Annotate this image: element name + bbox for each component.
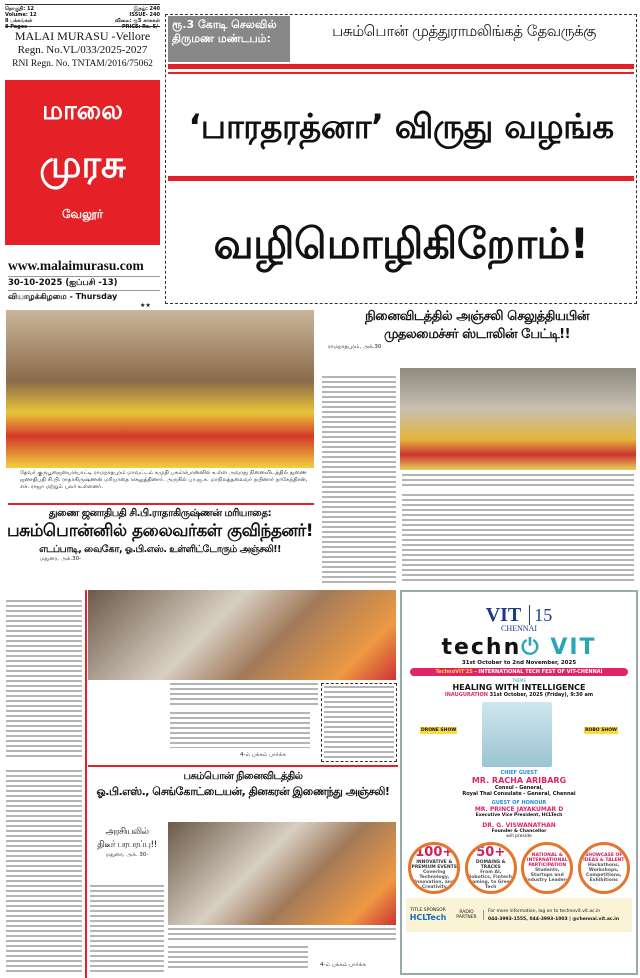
drone-show-badge: DRONE SHOW	[421, 728, 457, 733]
volume: Volume: 12	[5, 12, 37, 18]
chief-guest-role1: Consul - General,	[494, 785, 544, 791]
day: வியாழக்கிழமை - Thursday	[8, 290, 160, 302]
lead-headline-line1: ‘பாரதரத்னா’ விருது வழங்க	[188, 107, 614, 147]
theme-label: THEME	[512, 678, 526, 683]
story1-subhead: எடப்பாடி, வைகோ, ஓ.பி.எஸ். உள்ளிட்டோரும் அஞ்சலி!!	[39, 544, 281, 555]
story1-body-text-cont	[6, 770, 82, 975]
vit-logo: VIT	[485, 604, 522, 626]
red-rule	[168, 64, 634, 69]
contact-phone: 044-3993-1555, 044-3993-1003 | @chennai.vit.ac.in	[488, 916, 620, 922]
photo-chief-minister-tribute	[400, 368, 636, 470]
technovit-advertisement[interactable]	[400, 590, 638, 975]
price: PRICE: Rs. 5/-	[121, 24, 160, 30]
story1-kicker: துணை ஜனாதிபதி சி.பி.ராதாகிருஷ்ணன் மரியாதை:	[48, 508, 272, 519]
photo-caption: தேவர் குருபூஜையையொட்டி ராமநாதபுரம் மாவட்டம் கமுதி பசும்பொன்னில் உள்ள அவரது நினைவிடத்தில் துணை ஜனாதிபதி சி.பி. ராதாகிருஷ்ணன் மரியாதை செலுத்தினார். அருகில் பா.ஜ.க. மாநிலத்தலைவர் நயினார் நாகேந்திரன், எச். ராஜா மற்றும் பலர் உள்ளனர்.	[20, 470, 308, 490]
robo-show-badge: ROBO SHOW	[585, 728, 617, 733]
story3-side-heading	[90, 826, 164, 859]
story2-headline-line2: முதலமைச்சர் ஸ்டாலின் பேட்டி!!	[383, 327, 571, 342]
stats-row	[406, 842, 632, 894]
price-ta: விலை: ரூ5 காசுகள்	[115, 18, 160, 24]
chief-guest-name: MR. RACHA ARIBARG	[471, 776, 567, 785]
volume-ta: தொகுதி: 12	[5, 6, 34, 12]
story1-headline: பசும்பொன்னில் தலைவர்கள் குவிந்தனர்!	[6, 521, 314, 541]
sidebar-text	[324, 686, 394, 758]
story3-subhead2: திடீர் பரபரப்பு!!	[97, 840, 157, 850]
info-link[interactable]: For more information, log on to technovit.vit.ac.in	[488, 908, 601, 914]
chief-guest-photo	[482, 702, 552, 767]
story3-dateline: மதுரை, அக். 30-	[105, 852, 149, 858]
stat-circle: NATIONAL & INTERNATIONAL PARTICIPATION Students, Startups and Industry Leaders	[521, 842, 573, 894]
website-link[interactable]: www.malaimurasu.com	[8, 258, 144, 273]
sponsor-logo: HCLTech	[409, 913, 447, 922]
red-rule	[88, 765, 398, 767]
photo-vice-president-tribute	[6, 310, 314, 468]
issue: ISSUE- 240	[129, 12, 160, 18]
story1-dateline: மதுரை, அக்.30-	[40, 556, 82, 562]
preside-role: Founder & Chancellor	[491, 829, 547, 834]
lead-kicker: பசும்பொன் முத்துராமலிங்கத் தேவருக்கு	[332, 22, 596, 40]
story1-body-text	[6, 600, 82, 760]
event-dates: 31st October to 2nd November, 2025	[461, 660, 577, 666]
story2-headline-line1: நினைவிடத்தில் அஞ்சலி செலுத்தியபின்	[364, 309, 590, 324]
chief-guest-label: CHIEF GUEST	[500, 770, 538, 776]
inaug-date: 31st October, 2025 (Friday), 9:30 am	[489, 692, 594, 698]
lead-kicker-box: ரூ.3 கோடி செலவில் திருமண மண்டபம்:	[168, 16, 290, 62]
story3-subhead1: அரசியலில்	[105, 827, 149, 837]
red-rule	[168, 72, 634, 74]
photo-ops-sengottaiyan-dhinakaran	[168, 822, 396, 925]
story1-body-columns	[170, 712, 310, 748]
stat-circle: 100+ INNOVATIVE & PREMIUM EVENTS Covering Technology, Innovation, and Creativity	[408, 842, 460, 894]
banner-event: TechnoVIT'25	[435, 669, 473, 675]
date: 30-10-2025 (ஐப்பசி -13)	[8, 276, 160, 289]
issue-info	[5, 4, 160, 30]
lead-headline-line2: வழிமொழிகிறோம்!	[213, 219, 589, 268]
story2-dateline: ராமநாதபுரம், அக்.30	[328, 344, 382, 350]
story3-heading	[90, 769, 396, 799]
anniversary-mark: 15	[529, 605, 552, 625]
regn-number: Regn. No.VL/033/2025-2027	[17, 44, 148, 56]
radio-label: RADIO PARTNER	[450, 910, 484, 920]
preside-name: DR. G. VISWANATHAN	[482, 822, 556, 829]
story3-continued[interactable]: 4-ம் பக்கம் பார்க்க	[320, 962, 366, 968]
story3-body-columns	[168, 946, 308, 968]
banner-text: - INTERNATIONAL TECH FEST OF VIT-CHENNAI	[472, 669, 603, 675]
edition: MALAI MURASU -Vellore	[14, 29, 151, 43]
preside-note: will preside	[506, 834, 532, 839]
power-icon: ⏻	[521, 635, 541, 660]
logo-line2: முரசு	[39, 142, 126, 186]
photo-caption-4	[168, 928, 396, 942]
logo-city: வேலூர்	[62, 207, 103, 221]
pages-ta: 8 பக்கங்கள்	[5, 18, 33, 24]
honour-guest-name: MR. PRINCE JAYAKUMAR D	[474, 806, 564, 813]
pages: 8 Pages	[5, 24, 28, 30]
stars: ★★	[140, 302, 151, 309]
sponsor-label: TITLE SPONSOR	[410, 908, 446, 913]
stat-circle: SHOWCASE OF IDEAS & TALENT Hackathons, Workshops, Competitions, Exhibitions	[578, 842, 630, 894]
stat-circle: 50+ DOMAINS & TRACKS From AI, Robotics, Fintech, Gaming, to Green Tech	[465, 842, 517, 894]
logo	[5, 80, 160, 245]
story3-headline: ஓ.பி.எஸ்., செங்கோட்டையன், தினகரன் இணைந்து அஞ்சலி!	[96, 785, 390, 798]
photo-aiadmk-tribute	[88, 590, 396, 680]
event-name-suffix: VIT	[550, 635, 597, 660]
event-name: techn	[441, 635, 522, 660]
story3-body-text	[90, 885, 164, 973]
vit-campus: CHENNAI	[501, 624, 537, 633]
story1-continued[interactable]: 4-ம் பக்கம் பார்க்க	[240, 752, 286, 758]
theme: HEALING WITH INTELLIGENCE	[452, 683, 586, 692]
story3-kicker: பசும்பொன் நினைவிடத்தில்	[183, 771, 303, 782]
inaug-label: INAUGURATION	[444, 692, 488, 698]
honour-guest-role: Executive Vice President, HCLTech	[475, 813, 563, 818]
issue-ta: இதழ்: 240	[133, 6, 160, 12]
logo-line1: மாலை	[42, 96, 123, 126]
sponsor-strip	[406, 898, 632, 932]
column-rule	[85, 590, 87, 978]
story2-body-columns	[402, 494, 634, 584]
story1-heading	[4, 507, 316, 563]
red-rule	[8, 503, 314, 505]
rni-number: RNI Regn. No. TNTAM/2016/75062	[12, 59, 153, 69]
photo-caption-2	[402, 474, 634, 488]
red-rule	[168, 176, 634, 181]
story2-body-text	[322, 376, 396, 584]
chief-guest-role2: Royal Thai Consulate - General, Chennai	[462, 791, 576, 797]
story2-heading	[318, 308, 636, 351]
honour-guest-label: GUEST OF HONOUR	[491, 800, 547, 806]
photo-caption-3	[170, 683, 318, 705]
